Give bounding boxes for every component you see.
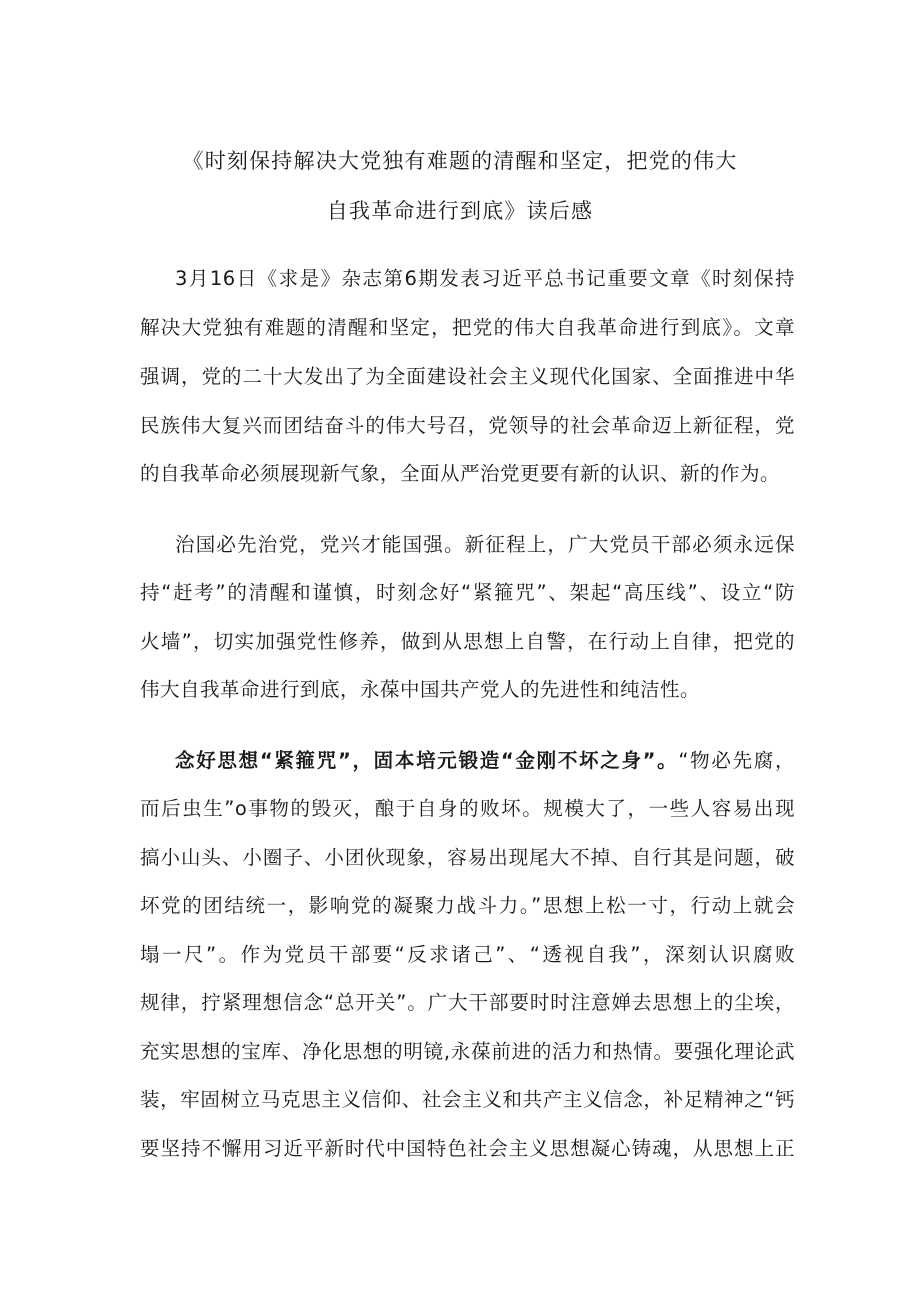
- paragraph-lead-rest: “物必先腐，: [678, 749, 795, 772]
- paragraph-line: 装，牢固树立马克思主义信仰、社会主义和共产主义信念，补足精神之“钙: [140, 1088, 795, 1111]
- paragraph-line: 持“赶考”的清醒和谨慎，时刻念好“紧箍咒”、架起“高压线”、设立“防: [140, 581, 795, 604]
- paragraph-line: 规律，拧紧理想信念“总开关”。广大干部要时时注意婵去思想上的尘埃，: [140, 991, 795, 1014]
- paragraph-line: 强调，党的二十大发出了为全面建设社会主义现代化国家、全面推进中华: [140, 365, 795, 388]
- paragraph-line: 坏党的团结统一，影响党的凝聚力战斗力。”思想上松一寸，行动上就会: [140, 894, 795, 917]
- paragraph-line: 民族伟大复兴而团结奋斗的伟大号召，党领导的社会革命迈上新征程，党: [140, 414, 795, 437]
- paragraph-line: 搞小山头、小圈子、小团伙现象，容易出现尾大不掉、自行其是问题，破: [140, 846, 795, 869]
- paragraph-line: 伟大自我革命进行到底，永葆中国共产党人的先进性和纯洁性。: [140, 678, 701, 701]
- paragraph-line: 的自我革命必须展现新气象，全面从严治党更要有新的认识、新的作为。: [140, 462, 781, 485]
- document-title-line-1: 《时刻保持解决大党独有难题的清醒和坚定，把党的伟大: [182, 149, 738, 173]
- paragraph-line: 充实思想的宝库、净化思想的明镜,永葆前进的活力和热情。要强化理论武: [140, 1040, 795, 1063]
- paragraph-lead-bold: 念好思想“紧箍咒”，固本培元锻造“金刚不坏之身”。: [175, 749, 679, 772]
- paragraph-line: 3月16日《求是》杂志第6期发表习近平总书记重要文章《时刻保持: [175, 267, 795, 290]
- paragraph-line: 解决大党独有难题的清醒和坚定，把党的伟大自我革命进行到底》。文章: [140, 316, 795, 339]
- paragraph-lead-line: [175, 744, 795, 778]
- paragraph-line: 治国必先治党，党兴才能国强。新征程上，广大党员干部必须永远保: [175, 533, 795, 556]
- paragraph-line: 塌一尺”。作为党员干部要“反求诸己”、“透视自我”，深刻认识腐败: [140, 943, 795, 966]
- paragraph-line: 而后虫生”o事物的毁灭，酿于自身的败坏。规模大了，一些人容易出现: [140, 797, 795, 820]
- paragraph-line: 要坚持不懈用习近平新时代中国特色社会主义思想凝心铸魂，从思想上正: [140, 1137, 795, 1160]
- paragraph-line: 火墙”，切实加强党性修养，做到从思想上自警，在行动上自律，把党的: [140, 630, 795, 653]
- document-title-line-2: 自我革命进行到底》读后感: [326, 199, 594, 223]
